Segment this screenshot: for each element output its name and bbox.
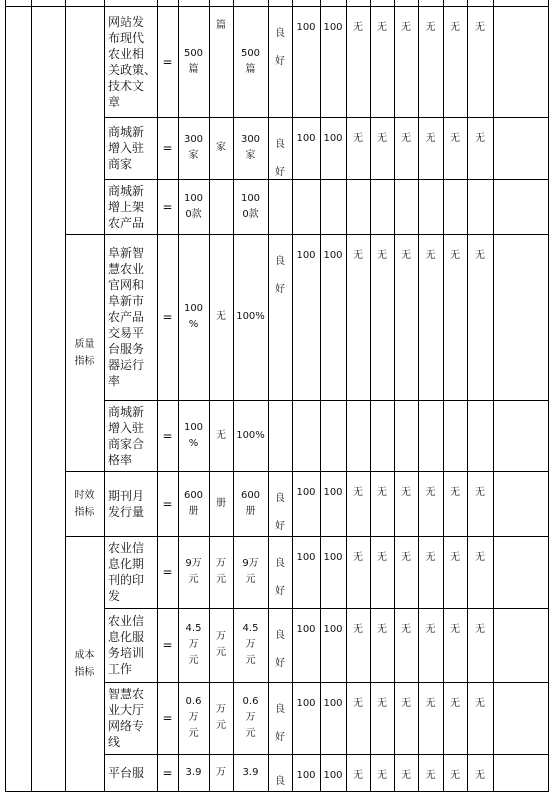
remark-cell: 无 xyxy=(450,552,460,563)
remark-cell: 无 xyxy=(353,487,363,498)
remark-cell: 无 xyxy=(401,133,411,144)
operator-cell: = xyxy=(162,565,173,579)
group-label: 质量 指标 xyxy=(74,338,95,367)
indicator-name: 期刊月 发行量 xyxy=(108,488,145,519)
remark-cell: 无 xyxy=(401,250,411,261)
remark-cell: 无 xyxy=(401,624,411,635)
remark-cell: 无 xyxy=(377,698,387,709)
remark-cell: 无 xyxy=(475,133,485,144)
remark-cell: 无 xyxy=(425,250,436,261)
unit-cell: 万 元 xyxy=(216,704,226,731)
remark-cell: 无 xyxy=(377,552,387,563)
table-vline xyxy=(493,0,494,791)
table-vline xyxy=(467,0,468,791)
table-vline xyxy=(31,0,32,791)
remark-cell: 无 xyxy=(450,133,460,144)
remark-cell: 无 xyxy=(475,552,485,563)
actual-value-cell: 600 册 xyxy=(240,489,261,517)
remark-cell: 无 xyxy=(353,698,363,709)
table-hline xyxy=(104,117,549,118)
target-value-cell: 100 0款 xyxy=(183,192,204,220)
status-cell: 良 好 xyxy=(275,28,285,67)
indicator-name: 商城新 增上架 农产品 xyxy=(108,183,145,230)
remark-cell: 无 xyxy=(353,552,363,563)
target-value-cell: 3.9 xyxy=(185,766,202,778)
unit-cell: 篇 xyxy=(216,20,226,31)
remark-cell: 无 xyxy=(475,22,485,33)
status-cell: 良 好 xyxy=(275,139,285,178)
remark-cell: 无 xyxy=(425,133,436,144)
weight-cell: 100 xyxy=(296,698,316,709)
indicator-name: 农业信 息化期 刊的印 发 xyxy=(108,541,145,603)
table-vline xyxy=(370,0,371,791)
indicator-name: 商城新 增入驻 商家 xyxy=(108,125,145,171)
remark-cell: 无 xyxy=(377,624,387,635)
target-value-cell: 100 % xyxy=(183,303,204,330)
table-vline xyxy=(320,0,321,791)
target-value-cell: 600 册 xyxy=(183,489,204,517)
operator-cell: = xyxy=(162,199,173,214)
table-hline xyxy=(104,179,549,180)
operator-cell: = xyxy=(162,428,173,443)
table-vline xyxy=(346,0,347,791)
remark-cell: 无 xyxy=(353,133,363,144)
score-cell: 100 xyxy=(323,552,343,563)
remark-cell: 无 xyxy=(475,698,485,709)
score-cell: 100 xyxy=(323,624,343,635)
target-value-cell: 9万 元 xyxy=(185,558,202,585)
unit-cell: 家 xyxy=(216,142,226,153)
actual-value-cell: 3.9 xyxy=(242,766,259,778)
score-cell: 100 xyxy=(323,698,343,709)
table-hline xyxy=(104,754,549,755)
remark-cell: 无 xyxy=(401,770,411,781)
table-vline xyxy=(418,0,419,791)
unit-cell: 无 xyxy=(216,429,226,441)
remark-cell: 无 xyxy=(353,22,363,33)
remark-cell: 无 xyxy=(425,624,436,635)
table-vline xyxy=(443,0,444,791)
table-vline xyxy=(5,0,6,791)
table-vline xyxy=(548,0,549,791)
operator-cell: = xyxy=(162,638,173,652)
table-hline xyxy=(65,471,549,472)
table-vline xyxy=(292,0,293,791)
operator-cell: = xyxy=(162,711,173,725)
actual-value-cell: 9万 元 xyxy=(242,558,259,585)
actual-value-cell: 500 篇 xyxy=(240,47,261,75)
unit-cell: 无 xyxy=(216,311,226,322)
actual-value-cell: 4.5 万 元 xyxy=(242,623,259,666)
table-hline xyxy=(65,536,549,537)
score-cell: 100 xyxy=(323,250,343,261)
table-vline xyxy=(209,0,210,791)
group-label: 成本 指标 xyxy=(74,649,95,678)
remark-cell: 无 xyxy=(377,770,387,781)
remark-cell: 无 xyxy=(450,770,460,781)
remark-cell: 无 xyxy=(475,624,485,635)
unit-cell: 万 xyxy=(216,766,226,778)
remark-cell: 无 xyxy=(425,698,436,709)
table-vline xyxy=(394,0,395,791)
weight-cell: 100 xyxy=(296,250,316,261)
unit-cell: 册 xyxy=(216,497,226,509)
table-vline xyxy=(157,0,158,791)
table-hline xyxy=(104,608,549,609)
target-value-cell: 0.6 万 元 xyxy=(185,696,202,739)
status-cell: 良 好 xyxy=(275,558,285,597)
weight-cell: 100 xyxy=(296,552,316,563)
indicator-name: 智慧农 业大厅 网络专 线 xyxy=(108,687,145,749)
unit-cell: 万 元 xyxy=(216,631,226,658)
status-cell: 良 好 xyxy=(275,630,285,669)
remark-cell: 无 xyxy=(450,22,460,33)
actual-value-cell: 100% xyxy=(236,311,265,322)
remark-cell: 无 xyxy=(450,250,460,261)
weight-cell: 100 xyxy=(296,133,316,144)
remark-cell: 无 xyxy=(377,487,387,498)
remark-cell: 无 xyxy=(401,487,411,498)
table-vline xyxy=(178,0,179,791)
remark-cell: 无 xyxy=(353,624,363,635)
status-cell: 良 好 xyxy=(275,493,285,532)
table-vline xyxy=(104,0,105,791)
status-cell: 良 好 xyxy=(275,704,285,743)
status-cell: 良 好 xyxy=(275,256,285,295)
remark-cell: 无 xyxy=(425,770,436,781)
remark-cell: 无 xyxy=(401,22,411,33)
remark-cell: 无 xyxy=(401,698,411,709)
actual-value-cell: 300 家 xyxy=(240,134,261,161)
group-label: 时效 指标 xyxy=(74,489,95,518)
indicator-name: 网站发 布现代 农业相 关政策、 技术文 章 xyxy=(108,14,157,109)
remark-cell: 无 xyxy=(353,250,363,261)
remark-cell: 无 xyxy=(475,770,485,781)
weight-cell: 100 xyxy=(296,770,316,781)
weight-cell: 100 xyxy=(296,22,316,33)
indicator-name: 商城新 增入驻 商家合 格率 xyxy=(108,404,145,467)
score-cell: 100 xyxy=(323,133,343,144)
operator-cell: = xyxy=(162,496,173,511)
weight-cell: 100 xyxy=(296,487,316,498)
remark-cell: 无 xyxy=(450,624,460,635)
operator-cell: = xyxy=(162,765,173,780)
indicator-name: 农业信 息化服 务培训 工作 xyxy=(108,614,145,676)
remark-cell: 无 xyxy=(475,487,485,498)
target-value-cell: 500 篇 xyxy=(183,47,204,75)
score-cell: 100 xyxy=(323,22,343,33)
remark-cell: 无 xyxy=(475,250,485,261)
remark-cell: 无 xyxy=(425,552,436,563)
indicator-name: 平台服 xyxy=(108,765,145,780)
remark-cell: 无 xyxy=(401,552,411,563)
remark-cell: 无 xyxy=(450,487,460,498)
unit-cell: 万 元 xyxy=(216,558,226,585)
indicator-name: 阜新智 慧农业 官网和 阜新市 农产品 交易平 台服务 器运行 率 xyxy=(108,246,145,388)
target-value-cell: 100 % xyxy=(183,421,204,449)
remark-cell: 无 xyxy=(425,22,436,33)
score-cell: 100 xyxy=(323,487,343,498)
remark-cell: 无 xyxy=(377,250,387,261)
remark-cell: 无 xyxy=(425,487,436,498)
actual-value-cell: 100 0款 xyxy=(240,192,261,220)
actual-value-cell: 100% xyxy=(236,429,265,441)
status-cell: 良 xyxy=(275,776,285,787)
operator-cell: = xyxy=(162,141,173,155)
table-vline xyxy=(233,0,234,791)
weight-cell: 100 xyxy=(296,624,316,635)
target-value-cell: 300 家 xyxy=(183,134,204,161)
table-hline xyxy=(104,400,549,401)
score-cell: 100 xyxy=(323,770,343,781)
operator-cell: = xyxy=(162,310,173,324)
remark-cell: 无 xyxy=(353,770,363,781)
target-value-cell: 4.5 万 元 xyxy=(185,623,202,666)
actual-value-cell: 0.6 万 元 xyxy=(242,696,259,739)
remark-cell: 无 xyxy=(377,22,387,33)
table-hline xyxy=(5,6,549,7)
remark-cell: 无 xyxy=(377,133,387,144)
table-hline xyxy=(65,234,549,235)
remark-cell: 无 xyxy=(450,698,460,709)
operator-cell: = xyxy=(162,54,173,69)
table-hline xyxy=(104,682,549,683)
